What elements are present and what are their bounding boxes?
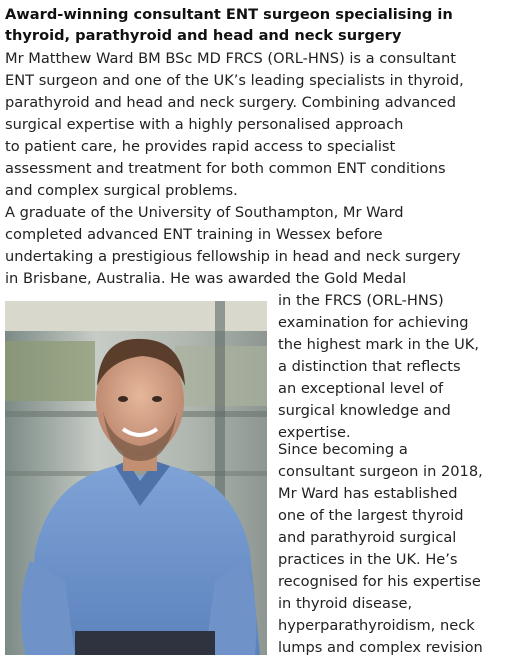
article-paragraph-gold-medal: in the FRCS (ORL-HNS) examination for achieving the highest mark in the UK, a distinction that reflects an exceptional level of surgical knowledge and expertise. xyxy=(278,292,480,441)
article-paragraph-education: A graduate of the University of Southampton, Mr Ward completed advanced ENT training in Wessex before undertaking a prestigious fellowship in head and neck surgery in Brisbane, Australia. He was awarded the Gold Medal xyxy=(5,204,461,287)
portrait-photo xyxy=(5,301,267,655)
article-headline: Award-winning consultant ENT surgeon specialising in thyroid, parathyroid and head and neck surgery xyxy=(5,6,453,44)
article-paragraph-practice: Since becoming a consultant surgeon in 2018, Mr Ward has established one of the largest thyroid and parathyroid surgical practices in the UK. He’s recognised for his expertise in thyroid disease, hyperparathyroidism, neck lumps and complex revision xyxy=(278,441,483,656)
article-paragraph-intro: Mr Matthew Ward BM BSc MD FRCS (ORL-HNS) is a consultant ENT surgeon and one of the UK’s leading specialists in thyroid, parathyroid and head and neck surgery. Combining advanced surgical expertise with a highly personalised approach to patient care, he provides rapid access to specialist assessment and treatment for both common ENT conditions and complex surgical problems. xyxy=(5,50,464,199)
